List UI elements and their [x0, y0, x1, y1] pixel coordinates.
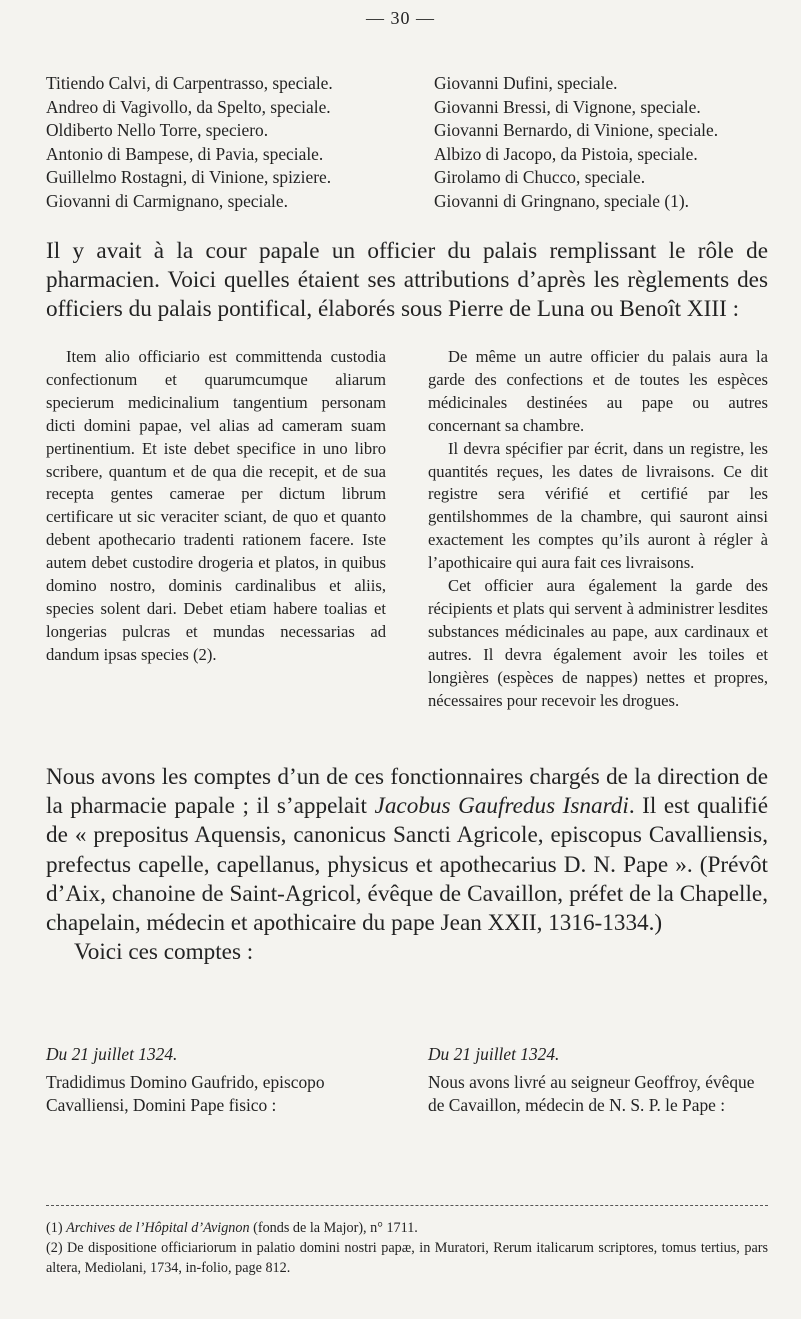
- paragraph-closing: Voici ces comptes :: [74, 939, 254, 966]
- list-item: Andreo di Vagivollo, da Spelto, speciale.: [46, 96, 331, 117]
- person-name: Jacobus Gaufredus Isnardi: [374, 793, 629, 820]
- list-item: Albizo di Jacopo, da Pistoia, speciale.: [434, 143, 698, 164]
- list-item: Giovanni Bernardo, di Vinione, speciale.: [434, 120, 719, 140]
- list-item: Giovanni Bressi, di Vignone, speciale.: [434, 96, 701, 117]
- list-item: Girolamo di Chucco, speciale.: [434, 167, 646, 187]
- latin-paragraph: Item alio officiario est committenda custodia confectionum et quarumcumque aliarum specierum medicinalium tangentium personam dicti domini papae, vel alias ad cameram suam pertinentium. Et iste debet specifice in uno libro scribere, quantum et de qua die recepit, et de sua recepta gentes camerae per dictum librum certificare ut sic veraciter sciant, de quo et quanto debent apothecario tradenti rationem facere. Iste autem debet custodire drogeria et platos, in quibus domino nostro, dominis cardinalibus et aliis, species solent dari. Debet etiam habere toalias et longerias pulcras et mundas necessarias ad dandum ipsas species (2).: [46, 347, 386, 664]
- footnote-source: Archives de l’Hôpital d’Avignon: [66, 1220, 250, 1236]
- list-item: Giovanni Dufini, speciale.: [434, 73, 618, 93]
- french-paragraph: De même un autre officier du palais aura la garde des confections et de toutes les espèces médicinales destinées au pape ou autres concernant sa chambre.: [428, 347, 768, 435]
- footnotes: [46, 1218, 768, 1278]
- french-paragraph: Cet officier aura également la garde des récipients et plats qui servent à administrer lesdites substances médicinales au pape, aux cardinaux et autres. Il devra également avoir les toiles et longières (espèces de nappes) nettes et propres, nécessaires pour recevoir les drogues.: [428, 576, 768, 710]
- list-item: Oldiberto Nello Torre, speciero.: [46, 120, 269, 140]
- paragraph-text: . Il est qualifié de « prepositus Aquensis, canonicus Sancti Agricole, episcopus Cavalliensis, prefectus capelle, capellanus, physicus et apothecarius D. N. Pape ». (Prévôt d’Aix, chanoine de Saint-Agricol, évêque de Cavaillon, préfet de la Chapelle, chapelain, médecin et apothicaire du pape Jean XXII, 1316-1334.): [46, 793, 768, 937]
- account-date-heading: Du 21 juillet 1324.: [46, 1044, 178, 1064]
- accounts-latin: [46, 1043, 380, 1118]
- latin-regulation-text: [46, 346, 386, 713]
- footnote-text: (fonds de la Major), n° 1711.: [253, 1220, 418, 1236]
- list-item: Antonio di Bampese, di Pavia, speciale.: [46, 143, 324, 164]
- list-item: Giovanni di Carmignano, speciale.: [46, 190, 288, 211]
- name-list-right: [430, 72, 801, 213]
- page-number: — 30 —: [366, 8, 435, 28]
- footnote-divider: [46, 1205, 768, 1206]
- name-list-left: [46, 72, 430, 213]
- account-text: Nous avons livré au seigneur Geoffroy, évêque de Cavaillon, médecin de N. S. P. le Pape :: [428, 1071, 755, 1115]
- account-date-heading: Du 21 juillet 1324.: [428, 1044, 560, 1064]
- french-translation-text: [428, 346, 768, 713]
- accounts-columns: [46, 1043, 768, 1118]
- accounts-intro-paragraph: [46, 763, 768, 967]
- footnote-1: [46, 1218, 768, 1238]
- intro-paragraph: Il y avait à la cour papale un officier du palais remplissant le rôle de pharmacien. Voici quelles étaient ses attributions d’après les règlements des officiers du palais pontifical, élaborés sous Pierre de Luna ou Benoît XIII :: [46, 238, 768, 323]
- list-item: Titiendo Calvi, di Carpentrasso, speciale.: [46, 73, 333, 93]
- footnote-marker: (1): [46, 1220, 63, 1236]
- accounts-french: [428, 1043, 768, 1118]
- apothecary-name-list: [46, 72, 801, 213]
- list-item: Guillelmo Rostagni, di Vinione, spiziere.: [46, 167, 332, 187]
- regulation-columns: [46, 346, 768, 713]
- footnote-2: (2) De dispositione officiariorum in palatio domini nostri papæ, in Muratori, Rerum italicarum scriptores, tomus tertius, pars altera, Mediolani, 1734, in-folio, page 812.: [46, 1240, 768, 1276]
- list-item: Giovanni di Gringnano, speciale (1).: [434, 190, 689, 211]
- french-paragraph: Il devra spécifier par écrit, dans un registre, les quantités reçues, les dates de livraisons. Ce dit registre sera vérifié et certifié par les gentilshommes de la chambre, qui sauront ainsi exactement les comptes qu’ils auront à régler à l’apothicaire qui aura fait ces livraisons.: [428, 438, 768, 573]
- paragraph-text: Nous avons les comptes d’un de ces fonctionnaires chargés de la direction de la pharmacie papale ; il s’appelait: [46, 764, 768, 820]
- account-text: Tradidimus Domino Gaufrido, episcopo Cavalliensi, Domini Pape fisico :: [46, 1071, 325, 1115]
